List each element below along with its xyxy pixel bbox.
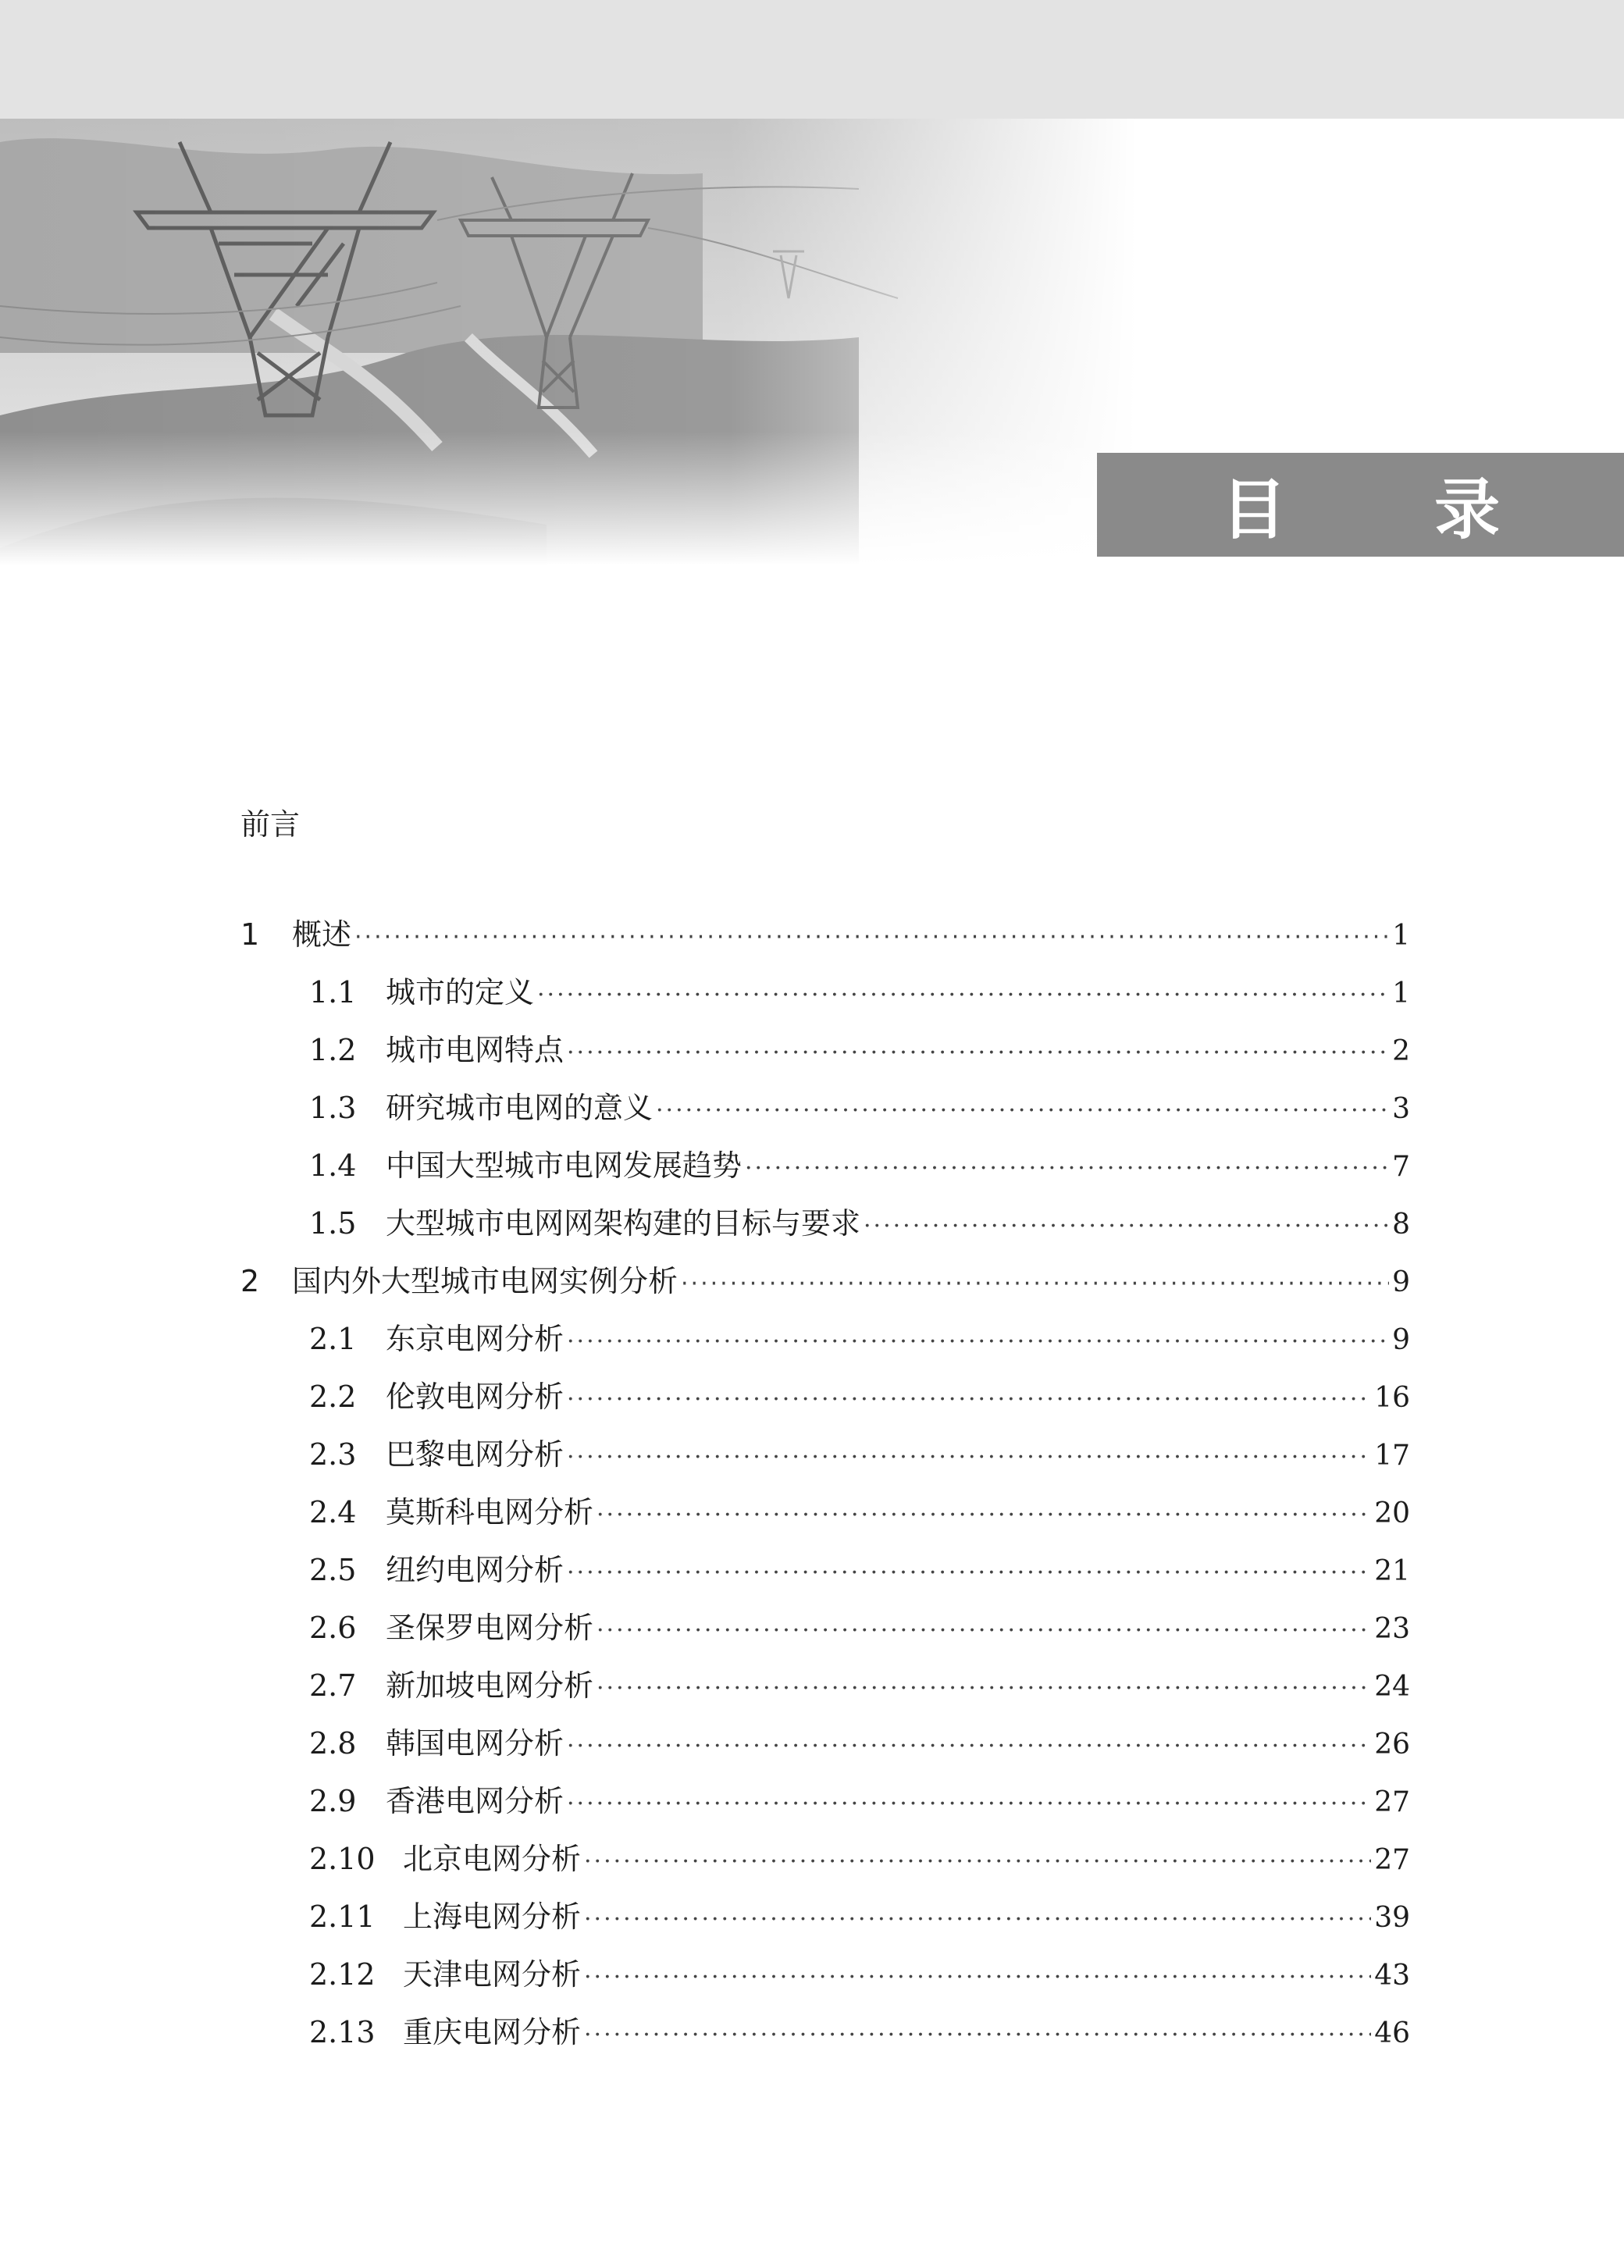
toc-entry-title: 巴黎电网分析 — [386, 1437, 564, 1472]
toc-leader-dots — [537, 967, 1389, 1024]
toc-leader-dots — [567, 1024, 1389, 1082]
toc-section-entry[interactable] — [240, 1830, 1410, 1888]
toc-entry-number: 2.6 — [309, 1611, 357, 1645]
toc-entry-title: 莫斯科电网分析 — [386, 1495, 594, 1529]
toc-leader-dots — [567, 1429, 1371, 1486]
preface-entry[interactable]: 前言 — [240, 807, 301, 842]
toc-chapter-entry[interactable] — [240, 906, 1410, 963]
toc-page-number: 24 — [1374, 1671, 1410, 1703]
toc-page-number: 16 — [1374, 1382, 1410, 1414]
toc-entry-title: 城市电网特点 — [386, 1033, 564, 1067]
toc-entry-number: 2.1 — [309, 1322, 357, 1356]
toc-page-number: 26 — [1374, 1729, 1410, 1761]
toc-page-number: 39 — [1374, 1902, 1410, 1934]
toc-leader-dots — [656, 1082, 1389, 1140]
toc-leader-dots — [584, 1949, 1371, 2006]
toc-entry-number: 2.13 — [309, 2015, 376, 2049]
toc-entry-title: 城市的定义 — [386, 975, 535, 1009]
toc-entry-number: 2.12 — [309, 1957, 376, 1992]
toc-leader-dots — [597, 1660, 1371, 1718]
toc-leader-dots — [354, 909, 1389, 967]
toc-entry-number: 2.11 — [309, 1899, 376, 1934]
toc-section-entry[interactable] — [240, 1426, 1410, 1483]
toc-entry-number: 1.1 — [309, 975, 357, 1009]
toc-entry-number: 2.5 — [309, 1553, 357, 1587]
toc-leader-dots — [567, 1718, 1371, 1775]
toc-section-entry[interactable] — [240, 1021, 1410, 1079]
toc-entry-title: 大型城市电网网架构建的目标与要求 — [386, 1206, 861, 1241]
toc-entry-number: 1.3 — [309, 1091, 357, 1125]
toc-entry-number: 1.5 — [309, 1206, 357, 1241]
toc-section-entry[interactable] — [240, 1137, 1410, 1195]
toc-entry-number: 2 — [240, 1264, 260, 1298]
toc-section-entry[interactable] — [240, 1888, 1410, 1946]
toc-section-entry[interactable] — [240, 1310, 1410, 1368]
toc-section-entry[interactable] — [240, 1541, 1410, 1599]
toc-page-number: 46 — [1374, 2017, 1410, 2049]
toc-section-entry[interactable] — [240, 1946, 1410, 2003]
toc-section-entry[interactable] — [240, 1195, 1410, 1252]
toc-title-box — [1097, 453, 1624, 557]
toc-entry-title: 新加坡电网分析 — [386, 1668, 594, 1703]
toc-section-entry[interactable] — [240, 1599, 1410, 1657]
toc-entry-title: 研究城市电网的意义 — [386, 1091, 654, 1125]
toc-section-entry[interactable] — [240, 1368, 1410, 1426]
toc-entry-number: 2.10 — [309, 1842, 376, 1876]
toc-entry-title: 重庆电网分析 — [403, 2015, 582, 2049]
page-title: 目 录 — [1220, 472, 1563, 548]
toc-page-number: 2 — [1392, 1035, 1410, 1067]
toc-leader-dots — [567, 1313, 1389, 1371]
toc-entry-number: 1 — [240, 917, 260, 952]
toc-leader-dots — [864, 1198, 1389, 1255]
toc-page-number: 21 — [1374, 1555, 1410, 1587]
toc-entry-title: 纽约电网分析 — [386, 1553, 564, 1587]
toc-section-entry[interactable] — [240, 1483, 1410, 1541]
toc-entry-number: 1.4 — [309, 1148, 357, 1183]
toc-leader-dots — [584, 1891, 1371, 1949]
table-of-contents — [240, 906, 1410, 2061]
toc-leader-dots — [597, 1602, 1371, 1660]
toc-page-number: 9 — [1392, 1266, 1410, 1298]
toc-entry-title: 北京电网分析 — [403, 1842, 582, 1876]
toc-chapter-entry[interactable] — [240, 1252, 1410, 1310]
toc-entry-title: 国内外大型城市电网实例分析 — [292, 1264, 678, 1298]
toc-entry-title: 东京电网分析 — [386, 1322, 564, 1356]
toc-leader-dots — [681, 1255, 1389, 1313]
toc-entry-title: 上海电网分析 — [403, 1899, 582, 1934]
toc-page-number: 3 — [1392, 1093, 1410, 1125]
toc-leader-dots — [584, 2006, 1371, 2064]
toc-page-number: 1 — [1392, 920, 1410, 952]
toc-leader-dots — [567, 1371, 1371, 1429]
toc-section-entry[interactable] — [240, 1657, 1410, 1714]
toc-page-number: 17 — [1374, 1440, 1410, 1472]
toc-page-number: 9 — [1392, 1324, 1410, 1356]
toc-page-number: 43 — [1374, 1960, 1410, 1992]
toc-page-number: 7 — [1392, 1151, 1410, 1183]
toc-section-entry[interactable] — [240, 963, 1410, 1021]
toc-page-number: 1 — [1392, 977, 1410, 1009]
toc-entry-number: 2.9 — [309, 1784, 357, 1818]
toc-entry-title: 圣保罗电网分析 — [386, 1611, 594, 1645]
toc-section-entry[interactable] — [240, 2003, 1410, 2061]
toc-entry-number: 2.3 — [309, 1437, 357, 1472]
toc-page-number: 27 — [1374, 1786, 1410, 1818]
toc-entry-title: 概述 — [292, 917, 352, 952]
toc-leader-dots — [597, 1486, 1371, 1544]
toc-entry-number: 2.8 — [309, 1726, 357, 1761]
toc-entry-number: 2.4 — [309, 1495, 357, 1529]
toc-entry-title: 天津电网分析 — [403, 1957, 582, 1992]
toc-page-number: 23 — [1374, 1613, 1410, 1645]
toc-entry-title: 中国大型城市电网发展趋势 — [386, 1148, 743, 1183]
toc-leader-dots — [745, 1140, 1389, 1198]
toc-section-entry[interactable] — [240, 1079, 1410, 1137]
toc-entry-title: 香港电网分析 — [386, 1784, 564, 1818]
toc-section-entry[interactable] — [240, 1772, 1410, 1830]
toc-entry-number: 1.2 — [309, 1033, 357, 1067]
top-band — [0, 0, 1624, 119]
toc-entry-title: 韩国电网分析 — [386, 1726, 564, 1761]
toc-leader-dots — [567, 1775, 1371, 1833]
toc-section-entry[interactable] — [240, 1714, 1410, 1772]
toc-page-number: 20 — [1374, 1497, 1410, 1529]
toc-entry-title: 伦敦电网分析 — [386, 1380, 564, 1414]
toc-entry-number: 2.2 — [309, 1380, 357, 1414]
toc-page-number: 27 — [1374, 1844, 1410, 1876]
toc-entry-number: 2.7 — [309, 1668, 357, 1703]
toc-leader-dots — [584, 1833, 1371, 1891]
toc-page-number: 8 — [1392, 1209, 1410, 1241]
toc-leader-dots — [567, 1544, 1371, 1602]
